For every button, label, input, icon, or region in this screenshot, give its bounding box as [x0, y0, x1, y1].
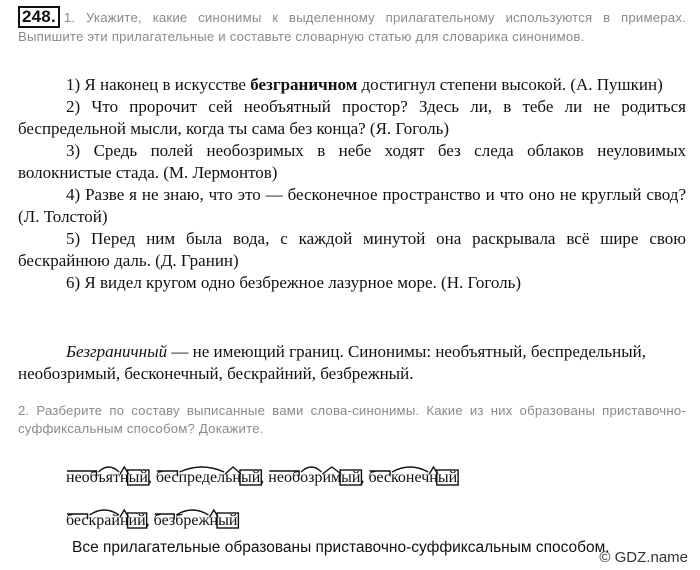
parsed-word	[268, 468, 360, 488]
parsed-word	[66, 511, 146, 531]
morpheme-prefix: бес	[66, 512, 89, 529]
example-6	[18, 272, 686, 294]
parsed-word	[66, 468, 148, 488]
morpheme-row-1	[66, 468, 457, 488]
morpheme-suffix: н	[120, 469, 129, 486]
separator: ,	[360, 469, 369, 486]
morpheme-prefix: необ	[66, 469, 98, 486]
example-text: 1) Я наконец в искусстве	[66, 75, 251, 94]
morpheme-root: конеч	[390, 469, 430, 486]
example-text: 4) Разве я не знаю, что это — бесконечное пространство и что оно не круглый свод? (Л. Толстой)	[18, 185, 686, 226]
example-3	[18, 140, 686, 184]
morpheme-suffix: н	[209, 512, 219, 529]
parsed-word	[154, 511, 238, 531]
example-text: 5) Перед ним была вода, с каждой минутой она раскрывала всё шире свою бескрайнюю даль. (Д. Гранин)	[18, 229, 686, 270]
morpheme-root: предел	[178, 469, 226, 486]
morpheme-ending: ый	[437, 469, 458, 486]
morpheme-ending: ый	[218, 512, 238, 529]
separator: ,	[147, 469, 156, 486]
morpheme-ending: ий	[128, 512, 146, 529]
example-text: достигнул степени высокой. (А. Пушкин)	[357, 75, 663, 94]
morpheme-row-2	[66, 511, 237, 531]
morpheme-root: ъят	[97, 469, 121, 486]
example-5	[18, 228, 686, 272]
parsed-word	[156, 468, 260, 488]
example-text: 6) Я видел кругом одно безбрежное лазурное море. (Н. Гоголь)	[66, 273, 522, 292]
morpheme-root: край	[88, 512, 120, 529]
morpheme-suffix: им	[322, 469, 342, 486]
exercise-number: 248.	[18, 6, 60, 28]
morpheme-suffix: ьн	[225, 469, 241, 486]
example-2	[18, 96, 686, 140]
task-1	[18, 6, 686, 46]
watermark: © GDZ.name	[599, 549, 688, 566]
parsed-word	[368, 468, 457, 488]
morpheme-suffix: н	[429, 469, 438, 486]
examples-list	[18, 74, 686, 294]
highlighted-adjective: безграничном	[250, 75, 358, 94]
morpheme-root: бреж	[175, 512, 210, 529]
example-text: 2) Что пророчит сей необъятный простор? Здесь ли, в тебе ли не родиться беспредельной мысли, когда ты сама без конца? (Я. Гоголь)	[18, 97, 686, 138]
separator: ,	[260, 469, 269, 486]
morpheme-prefix: бес	[368, 469, 391, 486]
task-2: 2. Разберите по составу выписанные вами слова-синонимы. Какие из них образованы приставочно-суффиксальным способом? Докажите.	[18, 403, 686, 436]
example-1	[18, 74, 686, 96]
morpheme-ending: ый	[240, 469, 261, 486]
morpheme-prefix: без	[153, 512, 176, 529]
definition-text: — не имеющий границ. Синонимы: необъятный, беспредельный, необозримый, бесконечный, бескрайний, безбрежный.	[18, 342, 647, 383]
morpheme-ending: ый	[128, 469, 148, 486]
morpheme-suffix: н	[119, 512, 129, 529]
conclusion: Все прилагательные образованы приставочно-суффиксальным способом.	[72, 539, 610, 556]
example-text: 3) Средь полей необозримых в небе ходят без следа облаков неуловимых волокнистые стада. (М. Лермонтов)	[18, 141, 686, 182]
task-1-text: 1. Укажите, какие синонимы к выделенному прилагательному используются в примерах. Выпишите эти прилагательные и составьте словарную статью для словарика синонимов.	[18, 10, 686, 44]
morpheme-ending: ый	[341, 469, 361, 486]
morpheme-root: озр	[300, 469, 323, 486]
definition-term: Безграничный	[66, 342, 168, 361]
dictionary-entry	[18, 341, 686, 385]
morpheme-prefix: бес	[155, 469, 179, 486]
separator: ,	[145, 512, 154, 529]
example-4	[18, 184, 686, 228]
morpheme-prefix: необ	[268, 469, 301, 486]
